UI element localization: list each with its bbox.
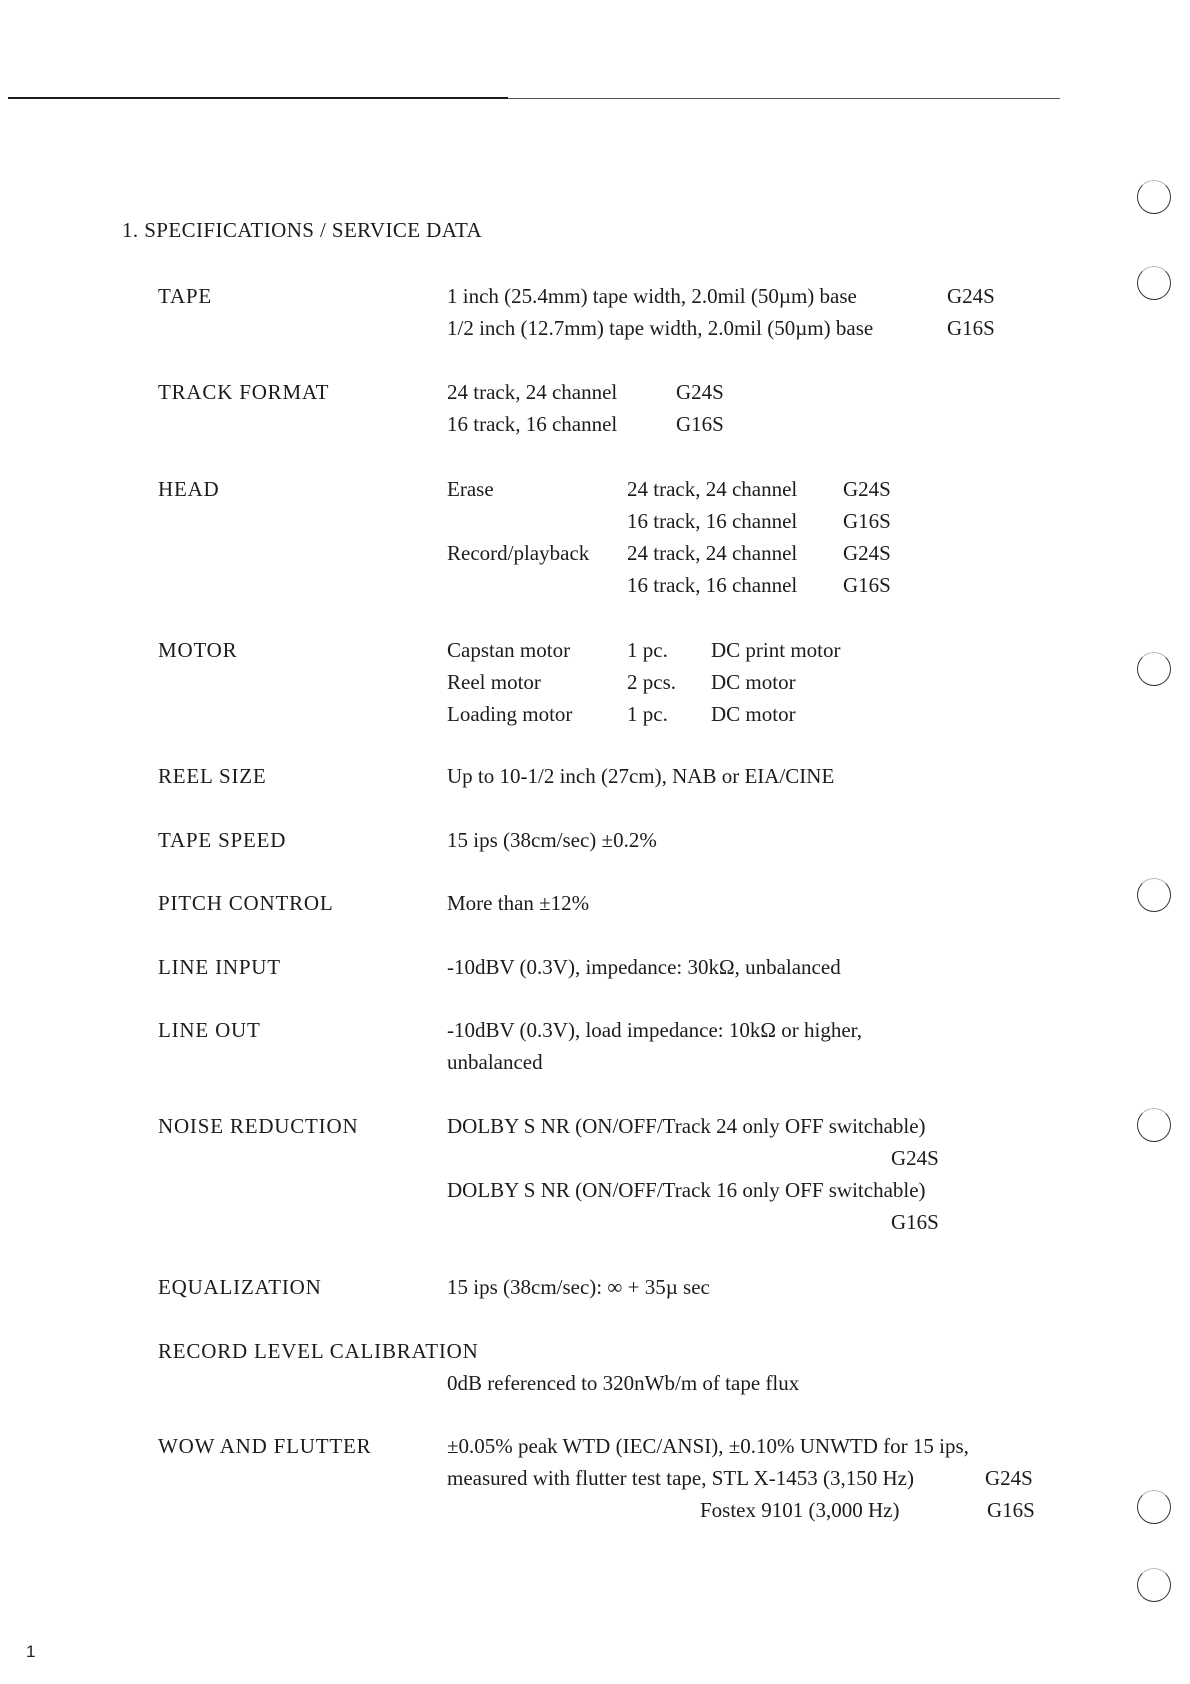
tape-model-1: G24S (947, 284, 995, 308)
wow-flutter-model-3: G16S (987, 1498, 1035, 1522)
noise-reduction-line-2: DOLBY S NR (ON/OFF/Track 16 only OFF switchable) (447, 1178, 926, 1202)
head-row-3: 24 track, 24 channel (627, 541, 798, 565)
binder-hole (1137, 1568, 1171, 1602)
motor-kind-2: DC motor (711, 670, 796, 694)
noise-reduction-model-2: G16S (891, 1210, 939, 1234)
track-format-line-1: 24 track, 24 channel (447, 380, 618, 404)
spec-label-tape: TAPE (158, 284, 213, 308)
binder-hole (1137, 1490, 1171, 1524)
spec-label-line-out: LINE OUT (158, 1018, 261, 1042)
head-type-record-playback: Record/playback (447, 541, 590, 565)
spec-label-motor: MOTOR (158, 638, 238, 662)
motor-qty-1: 1 pc. (627, 638, 668, 662)
header-rule-thin (508, 98, 1060, 99)
head-row-1: 24 track, 24 channel (627, 477, 798, 501)
binder-holes (1125, 0, 1185, 1684)
track-format-line-2: 16 track, 16 channel (447, 412, 618, 436)
line-out-value-2: unbalanced (447, 1050, 543, 1074)
binder-hole (1137, 180, 1171, 214)
spec-label-track-format: TRACK FORMAT (158, 380, 330, 404)
wow-flutter-model-2: G24S (985, 1466, 1033, 1490)
spec-label-head: HEAD (158, 477, 220, 501)
motor-qty-2: 2 pcs. (627, 670, 676, 694)
header-rule (8, 97, 508, 99)
wow-flutter-line-2: measured with flutter test tape, STL X-1453 (3,150 Hz) (447, 1466, 914, 1490)
pitch-control-value: More than ±12% (447, 891, 590, 915)
tape-speed-value: 15 ips (38cm/sec) ±0.2% (447, 828, 657, 852)
tape-model-2: G16S (947, 316, 995, 340)
motor-name-3: Loading motor (447, 702, 573, 726)
noise-reduction-model-1: G24S (891, 1146, 939, 1170)
binder-hole (1137, 878, 1171, 912)
line-out-value: -10dBV (0.3V), load impedance: 10kΩ or higher, (447, 1018, 863, 1042)
spec-label-pitch-control: PITCH CONTROL (158, 891, 334, 915)
binder-hole (1137, 266, 1171, 300)
spec-label-equalization: EQUALIZATION (158, 1275, 322, 1299)
spec-label-wow-flutter: WOW AND FLUTTER (158, 1434, 372, 1458)
binder-hole (1137, 1108, 1171, 1142)
line-input-value: -10dBV (0.3V), impedance: 30kΩ, unbalanced (447, 955, 841, 979)
motor-name-1: Capstan motor (447, 638, 571, 662)
spec-label-reel-size: REEL SIZE (158, 764, 267, 788)
wow-flutter-line-3: Fostex 9101 (3,000 Hz) (700, 1498, 900, 1522)
head-model-2: G16S (843, 509, 891, 533)
record-level-value: 0dB referenced to 320nWb/m of tape flux (447, 1371, 800, 1395)
spec-label-tape-speed: TAPE SPEED (158, 828, 287, 852)
spec-label-line-input: LINE INPUT (158, 955, 281, 979)
page-number: 1 (26, 1642, 36, 1661)
track-format-model-2: G16S (676, 412, 724, 436)
head-type-erase: Erase (447, 477, 494, 501)
head-model-3: G24S (843, 541, 891, 565)
reel-size-value: Up to 10-1/2 inch (27cm), NAB or EIA/CINE (447, 764, 835, 788)
equalization-value: 15 ips (38cm/sec): ∞ + 35µ sec (447, 1275, 710, 1299)
spec-label-noise-reduction: NOISE REDUCTION (158, 1114, 359, 1138)
head-row-2: 16 track, 16 channel (627, 509, 798, 533)
noise-reduction-line-1: DOLBY S NR (ON/OFF/Track 24 only OFF switchable) (447, 1114, 926, 1138)
motor-name-2: Reel motor (447, 670, 541, 694)
section-title: 1. SPECIFICATIONS / SERVICE DATA (122, 218, 483, 242)
spec-label-record-level: RECORD LEVEL CALIBRATION (158, 1339, 479, 1363)
tape-line-1: 1 inch (25.4mm) tape width, 2.0mil (50µm) base (447, 284, 857, 308)
motor-kind-1: DC print motor (711, 638, 841, 662)
motor-qty-3: 1 pc. (627, 702, 668, 726)
wow-flutter-line-1: ±0.05% peak WTD (IEC/ANSI), ±0.10% UNWTD for 15 ips, (447, 1434, 969, 1458)
head-row-4: 16 track, 16 channel (627, 573, 798, 597)
tape-line-2: 1/2 inch (12.7mm) tape width, 2.0mil (50µm) base (447, 316, 874, 340)
motor-kind-3: DC motor (711, 702, 796, 726)
track-format-model-1: G24S (676, 380, 724, 404)
head-model-1: G24S (843, 477, 891, 501)
head-model-4: G16S (843, 573, 891, 597)
binder-hole (1137, 652, 1171, 686)
